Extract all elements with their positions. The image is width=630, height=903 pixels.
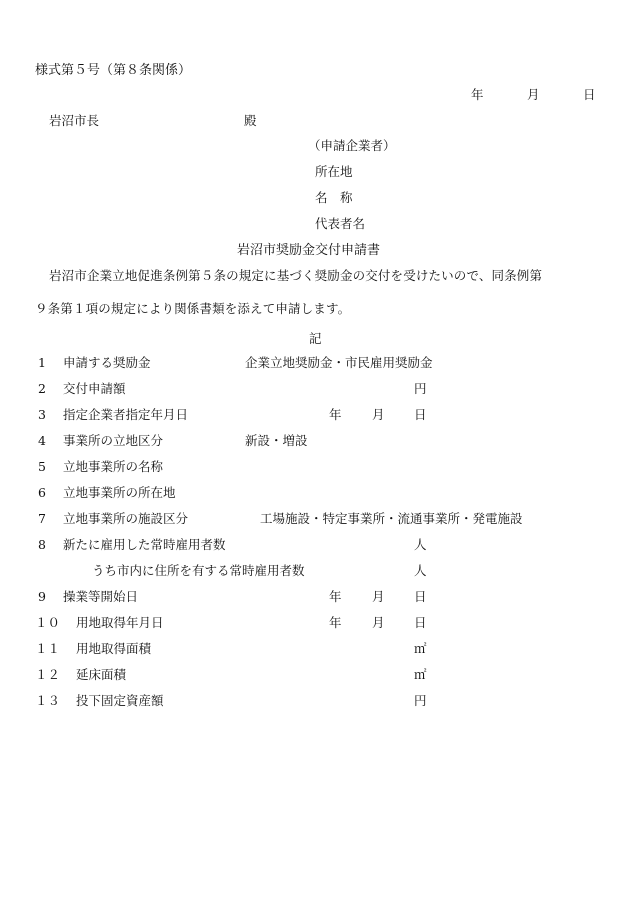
item-number: 6 — [38, 485, 46, 500]
item-number: 9 — [38, 589, 46, 604]
applicant-heading: （申請企業者） — [308, 138, 396, 153]
body-line-2: ９条第１項の規定により関係書類を添えて申請します。 — [35, 301, 351, 316]
item-month: 月 — [372, 407, 385, 422]
addressee-name: 岩沼市長 — [49, 113, 100, 128]
item-year: 年 — [329, 589, 342, 604]
item-number: 4 — [38, 433, 46, 448]
body-line-1: 岩沼市企業立地促進条例第５条の規定に基づく奨励金の交付を受けたいので、同条例第 — [49, 268, 543, 283]
item-number: 8 — [38, 537, 46, 552]
item-number: 5 — [38, 459, 46, 474]
item-number: 7 — [38, 511, 46, 526]
item-label: 交付申請額 — [63, 381, 126, 396]
item-number: １２ — [35, 667, 61, 682]
item-day: 日 — [414, 407, 427, 422]
date-month: 月 — [527, 87, 540, 102]
item-year: 年 — [329, 407, 342, 422]
item-sub-unit: 人 — [414, 563, 427, 578]
form-label: 様式第５号（第８条関係） — [35, 63, 192, 78]
item-label: 延床面積 — [76, 667, 127, 682]
item-year: 年 — [329, 615, 342, 630]
item-number: 3 — [38, 407, 46, 422]
addressee-honorific: 殿 — [244, 113, 257, 128]
item-label: 立地事業所の名称 — [63, 459, 164, 474]
item-day: 日 — [414, 615, 427, 630]
applicant-name-label: 名 称 — [315, 190, 353, 205]
item-number: １３ — [35, 693, 61, 708]
item-label: 操業等開始日 — [63, 589, 139, 604]
item-value: 工場施設・特定事業所・流通事業所・発電施設 — [260, 511, 523, 526]
item-day: 日 — [414, 589, 427, 604]
item-number: １１ — [35, 641, 61, 656]
item-label: 用地取得年月日 — [76, 615, 164, 630]
item-unit: ㎡ — [414, 641, 427, 656]
item-label: 立地事業所の施設区分 — [63, 511, 189, 526]
item-number: 1 — [38, 355, 46, 370]
date-year: 年 — [471, 87, 484, 102]
applicant-representative-label: 代表者名 — [315, 216, 366, 231]
item-label: 投下固定資産額 — [76, 693, 164, 708]
item-month: 月 — [372, 589, 385, 604]
item-number: １０ — [35, 615, 61, 630]
item-number: 2 — [38, 381, 46, 396]
item-label: 立地事業所の所在地 — [63, 485, 176, 500]
item-label: 指定企業者指定年月日 — [63, 407, 189, 422]
item-value: 新設・増設 — [245, 433, 308, 448]
item-label: 新たに雇用した常時雇用者数 — [63, 537, 226, 552]
item-month: 月 — [372, 615, 385, 630]
item-unit: ㎡ — [414, 667, 427, 682]
ki-marker: 記 — [309, 331, 322, 346]
date-day: 日 — [583, 87, 596, 102]
document-title: 岩沼市奨励金交付申請書 — [237, 243, 381, 258]
item-sub-label: うち市内に住所を有する常時雇用者数 — [92, 563, 305, 578]
item-unit: 円 — [414, 381, 427, 396]
item-unit: 人 — [414, 537, 427, 552]
item-value: 企業立地奨励金・市民雇用奨励金 — [245, 355, 433, 370]
item-label: 用地取得面積 — [76, 641, 152, 656]
item-label: 申請する奨励金 — [63, 355, 151, 370]
item-label: 事業所の立地区分 — [63, 433, 164, 448]
item-unit: 円 — [414, 693, 427, 708]
applicant-location-label: 所在地 — [315, 164, 353, 179]
